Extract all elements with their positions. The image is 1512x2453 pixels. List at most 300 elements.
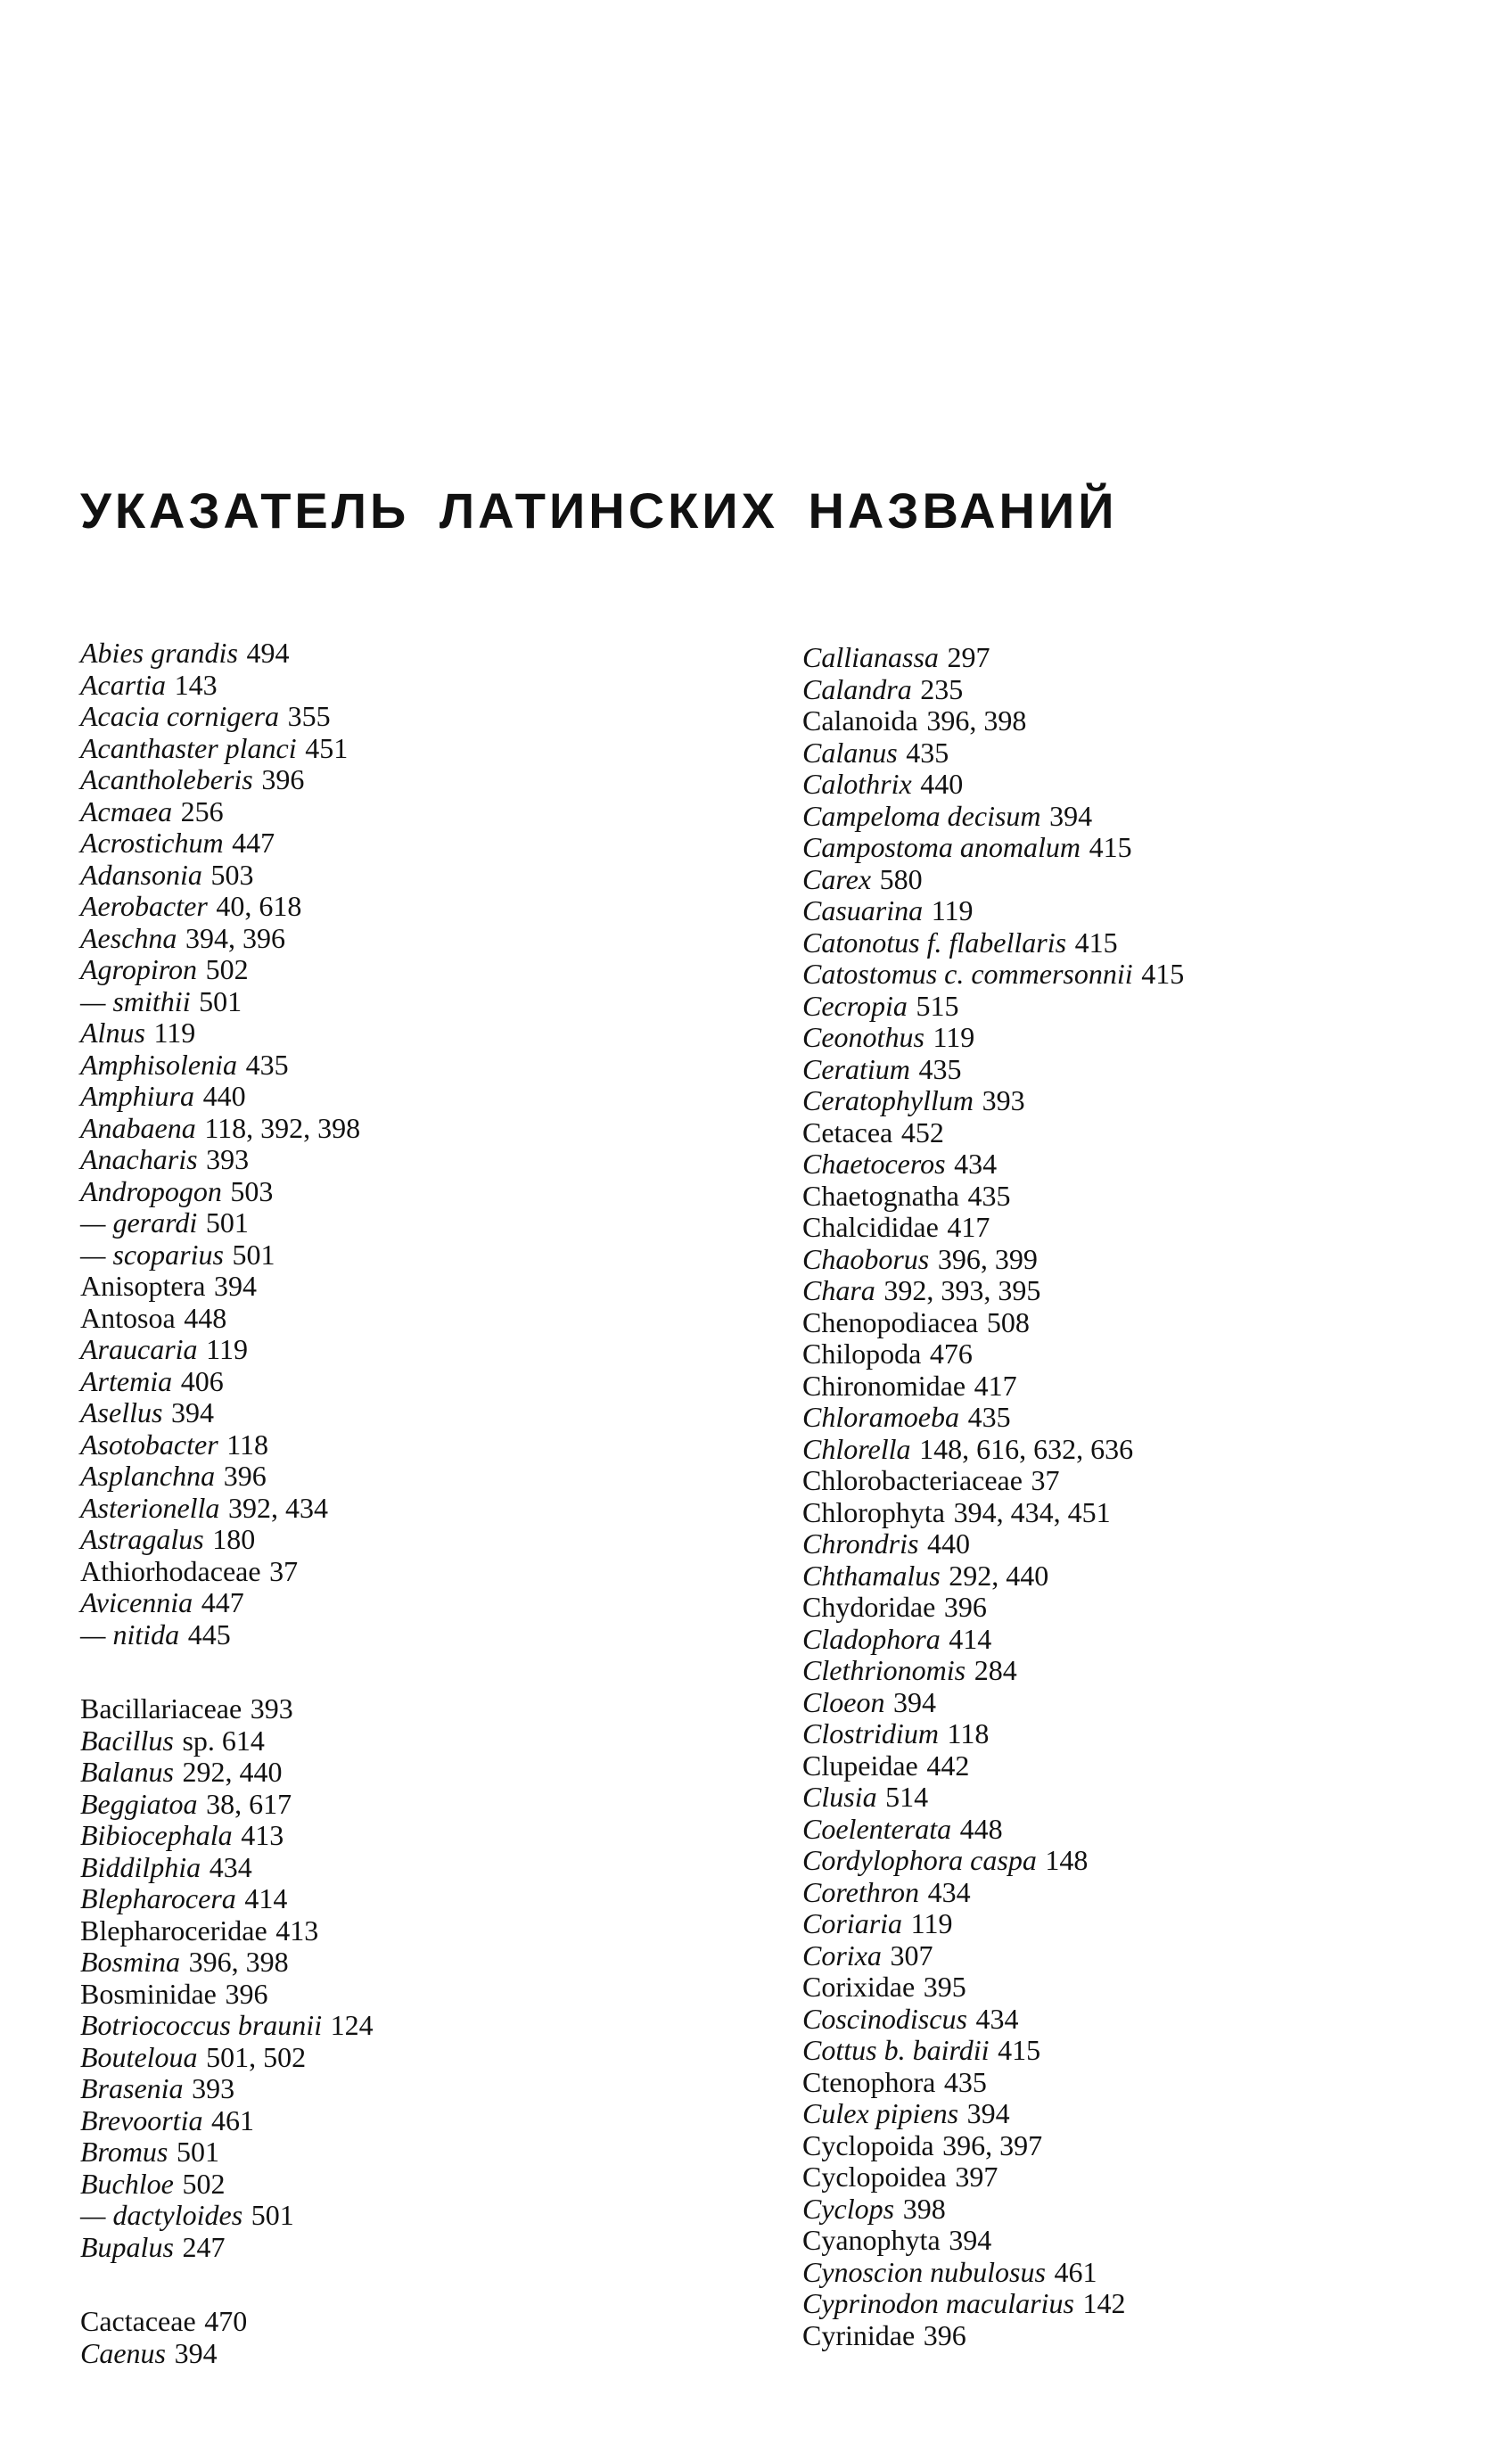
entry-name: Acmaea (80, 794, 173, 827)
index-entry (802, 927, 1184, 959)
index-entry (80, 1947, 374, 1979)
index-entry (80, 986, 374, 1018)
index-entry (802, 959, 1184, 991)
entry-pages: 394 (966, 2097, 1010, 2129)
entry-name: — nitida (80, 1617, 180, 1650)
index-entry (80, 733, 374, 765)
entry-pages: 461 (211, 2103, 255, 2136)
entry-name: Coriaria (802, 1907, 903, 1939)
index-group (802, 642, 1184, 2351)
entry-name: Asellus (80, 1396, 163, 1428)
index-entry (802, 705, 1184, 737)
index-entry (802, 1750, 1184, 1782)
entry-pages: 119 (206, 1333, 248, 1365)
entry-pages: 494 (246, 637, 290, 669)
entry-name: Ceratium (802, 1052, 910, 1085)
index-entry (80, 860, 374, 892)
index-entry (802, 1181, 1184, 1213)
entry-name: Botriococcus braunii (80, 2009, 323, 2041)
entry-name: Agropiron (80, 953, 197, 985)
entry-name: Carex (802, 862, 872, 895)
entry-name: Chilopoda (802, 1338, 922, 1370)
entry-pages: 501 (176, 2136, 219, 2168)
entry-name: Amphiura (80, 1080, 194, 1112)
entry-name: Blepharoceridae (80, 1914, 267, 1947)
entry-name: Cyclopoida (802, 2128, 934, 2161)
entry-pages: 434 (927, 1875, 971, 1908)
index-entry (80, 1820, 374, 1852)
index-entry (80, 1271, 374, 1303)
entry-pages: sp. 614 (182, 1724, 265, 1757)
index-entry (802, 1465, 1184, 1497)
entry-pages: 307 (890, 1939, 933, 1971)
entry-name: Calanus (802, 736, 898, 769)
index-entry (80, 1017, 374, 1050)
index-entry (802, 1845, 1184, 1877)
entry-pages: 508 (986, 1305, 1030, 1338)
entry-name: Coscinodiscus (802, 2002, 967, 2035)
entry-pages: 143 (174, 668, 218, 701)
index-entry (802, 769, 1184, 801)
entry-pages: 501, 502 (206, 2040, 307, 2073)
index-entry (802, 1244, 1184, 1276)
entry-name: — gerardi (80, 1206, 198, 1239)
entry-name: Chara (802, 1274, 875, 1306)
index-entry (802, 2098, 1184, 2130)
entry-pages: 148 (1045, 1844, 1089, 1876)
entry-pages: 415 (998, 2034, 1041, 2066)
entry-pages: 515 (916, 989, 959, 1022)
entry-pages: 501 (199, 984, 242, 1017)
index-entry (80, 670, 374, 702)
entry-name: Calandra (802, 672, 912, 705)
entry-name: Andropogon (80, 1174, 222, 1207)
entry-name: Blepharocera (80, 1882, 236, 1914)
entry-name: Cynoscion nubulosus (802, 2255, 1046, 2288)
index-entry (80, 1461, 374, 1493)
entry-pages: 37 (269, 1554, 299, 1587)
entry-name: Chenopodiacea (802, 1305, 979, 1338)
entry-name: Chthamalus (802, 1559, 941, 1592)
entry-name: Acacia cornigera (80, 700, 280, 732)
entry-pages: 256 (180, 794, 224, 827)
entry-name: Bupalus (80, 2230, 174, 2263)
index-entry (80, 1852, 374, 1884)
index-entry (802, 1307, 1184, 1339)
entry-name: Clupeidae (802, 1749, 918, 1782)
index-entry (80, 1334, 374, 1366)
entry-pages: 580 (879, 862, 923, 895)
entry-pages: 396 (923, 2318, 966, 2351)
entry-name: Chironomidae (802, 1369, 966, 1402)
index-entry (80, 1757, 374, 1789)
entry-pages: 415 (1141, 958, 1185, 990)
entry-pages: 503 (210, 858, 254, 891)
entry-name: Cyclops (802, 2192, 895, 2225)
entry-pages: 284 (974, 1654, 1017, 1686)
entry-name: Antosoa (80, 1301, 176, 1334)
index-entry (80, 796, 374, 828)
index-entry (80, 1556, 374, 1588)
entry-name: Brevoortia (80, 2103, 203, 2136)
entry-name: Culex pipiens (802, 2097, 959, 2129)
entry-pages: 502 (182, 2167, 226, 2200)
index-entry (80, 1050, 374, 1082)
entry-name: Artemia (80, 1364, 173, 1397)
index-entry (80, 2136, 374, 2169)
index-entry (80, 1429, 374, 1461)
entry-name: Acrostichum (80, 827, 224, 859)
entry-pages: 394 (174, 2336, 218, 2369)
entry-pages: 415 (1074, 926, 1118, 959)
entry-name: Asplanchna (80, 1460, 216, 1492)
index-entry (802, 1560, 1184, 1593)
entry-name: Aerobacter (80, 890, 208, 922)
index-entry (80, 638, 374, 670)
entry-pages: 396 (225, 1977, 268, 2010)
entry-name: Bacillariaceae (80, 1692, 242, 1725)
entry-name: Acartia (80, 668, 166, 701)
index-entry (80, 1113, 374, 1145)
index-entry (80, 2042, 374, 2074)
entry-pages: 452 (900, 1115, 944, 1148)
index-entry (80, 2200, 374, 2232)
entry-name: Casuarina (802, 894, 924, 926)
entry-name: Cyanophyta (802, 2224, 941, 2256)
index-entry (80, 1587, 374, 1619)
entry-name: Araucaria (80, 1333, 198, 1365)
entry-pages: 392, 434 (228, 1491, 329, 1524)
index-entry (802, 801, 1184, 833)
index-entry (80, 1303, 374, 1335)
entry-pages: 118, 392, 398 (204, 1111, 361, 1144)
entry-pages: 396, 397 (942, 2128, 1043, 2161)
entry-name: Chaoborus (802, 1242, 930, 1275)
entry-pages: 445 (187, 1617, 231, 1650)
entry-name: Anisoptera (80, 1270, 206, 1302)
index-entry (802, 1687, 1184, 1719)
entry-name: Biddilphia (80, 1850, 201, 1883)
entry-pages: 502 (205, 953, 249, 985)
entry-name: Catonotus f. flabellaris (802, 926, 1067, 959)
entry-pages: 118 (226, 1428, 269, 1461)
entry-name: Calothrix (802, 768, 912, 800)
index-entry (80, 764, 374, 796)
entry-pages: 435 (918, 1052, 962, 1085)
index-entry (80, 1524, 374, 1556)
index-entry (802, 2225, 1184, 2257)
entry-pages: 447 (201, 1586, 244, 1618)
entry-pages: 396 (261, 763, 305, 795)
entry-pages: 435 (906, 736, 949, 769)
entry-pages: 417 (947, 1211, 990, 1243)
entry-pages: 247 (182, 2230, 226, 2263)
entry-name: Bosminidae (80, 1977, 217, 2010)
entry-pages: 394 (1049, 799, 1093, 832)
entry-pages: 292, 440 (182, 1756, 283, 1788)
index-entry (802, 1908, 1184, 1940)
index-entry (802, 2257, 1184, 2289)
entry-pages: 434 (209, 1850, 252, 1883)
index-entry (80, 1725, 374, 1757)
entry-name: Bacillus (80, 1724, 174, 1757)
entry-name: Aeschna (80, 921, 177, 954)
entry-name: Acanthaster planci (80, 731, 297, 764)
entry-name: Cyclopoidea (802, 2161, 947, 2193)
entry-pages: 394, 434, 451 (953, 1495, 1111, 1528)
index-entry (80, 2338, 374, 2370)
index-entry (802, 1117, 1184, 1149)
entry-name: Clusia (802, 1781, 877, 1813)
entry-name: Chlorophyta (802, 1495, 945, 1528)
entry-pages: 461 (1054, 2255, 1097, 2288)
index-entry (802, 864, 1184, 896)
entry-pages: 514 (885, 1781, 929, 1813)
entry-pages: 392, 393, 395 (883, 1274, 1041, 1306)
entry-pages: 394 (214, 1270, 257, 1302)
entry-name: Corixidae (802, 1971, 916, 2003)
entry-pages: 413 (275, 1914, 319, 1947)
index-entry (802, 1814, 1184, 1846)
entry-pages: 119 (931, 894, 974, 926)
index-entry (80, 1144, 374, 1176)
entry-pages: 396, 399 (937, 1242, 1038, 1275)
entry-pages: 148, 616, 632, 636 (919, 1432, 1134, 1465)
entry-pages: 394 (893, 1685, 937, 1718)
entry-name: Cyprinodon macularius (802, 2287, 1074, 2319)
entry-name: Clostridium (802, 1717, 939, 1749)
entry-name: — smithii (80, 984, 191, 1017)
index-entry (802, 1592, 1184, 1624)
entry-name: Bromus (80, 2136, 168, 2168)
index-entry (802, 1434, 1184, 1466)
index-entry (80, 891, 374, 923)
entry-name: Astragalus (80, 1523, 204, 1555)
entry-pages: 119 (933, 1021, 975, 1053)
entry-name: Chlorella (802, 1432, 911, 1465)
index-entry (802, 1275, 1184, 1307)
index-entry (80, 2010, 374, 2042)
entry-name: Calanoida (802, 704, 918, 737)
index-entry (80, 827, 374, 860)
entry-pages: 442 (926, 1749, 970, 1782)
entry-name: Abies grandis (80, 637, 238, 669)
entry-name: Cyrinidae (802, 2318, 916, 2351)
index-entry (802, 1402, 1184, 1434)
entry-name: Chloramoeba (802, 1401, 959, 1433)
entry-pages: 119 (153, 1017, 196, 1049)
index-entry (802, 737, 1184, 770)
entry-pages: 118 (947, 1717, 990, 1749)
entry-name: Catostomus c. commersonnii (802, 958, 1133, 990)
index-entry (80, 1207, 374, 1239)
entry-pages: 292, 440 (949, 1559, 1049, 1592)
index-entry (802, 895, 1184, 927)
entry-name: Chrondris (802, 1527, 919, 1560)
entry-name: Clethrionomis (802, 1654, 966, 1686)
index-entry (802, 1338, 1184, 1371)
entry-pages: 396 (943, 1591, 987, 1623)
index-group (80, 638, 374, 1650)
entry-name: Alnus (80, 1017, 145, 1049)
index-entry (802, 2320, 1184, 2352)
index-entry (80, 1619, 374, 1651)
entry-pages: 435 (967, 1401, 1011, 1433)
entry-pages: 406 (180, 1364, 224, 1397)
entry-pages: 393 (192, 2072, 235, 2104)
entry-pages: 396, 398 (926, 704, 1027, 737)
entry-name: Anacharis (80, 1143, 198, 1175)
index-entry (802, 2194, 1184, 2226)
entry-name: Bibiocephala (80, 1819, 233, 1851)
entry-pages: 470 (204, 2305, 248, 2337)
index-entry (80, 2105, 374, 2137)
index-entry (802, 1877, 1184, 1909)
entry-name: Ctenophora (802, 2065, 936, 2098)
entry-pages: 503 (230, 1174, 274, 1207)
index-entry (80, 1693, 374, 1725)
entry-name: Corethron (802, 1875, 919, 1908)
entry-name: Balanus (80, 1756, 174, 1788)
index-entry (80, 2073, 374, 2105)
index-entry (802, 1371, 1184, 1403)
index-entry (802, 1497, 1184, 1529)
entry-pages: 180 (212, 1523, 256, 1555)
entry-name: Cactaceae (80, 2305, 196, 2337)
entry-pages: 435 (245, 1048, 289, 1081)
entry-pages: 434 (954, 1148, 998, 1180)
entry-pages: 414 (244, 1882, 288, 1914)
index-entry (802, 2288, 1184, 2320)
entry-name: Chydoridae (802, 1591, 936, 1623)
entry-name: Cladophora (802, 1622, 941, 1655)
index-entry (802, 1624, 1184, 1656)
index-entry (802, 674, 1184, 706)
entry-pages: 435 (943, 2065, 987, 2098)
entry-pages: 142 (1082, 2287, 1126, 2319)
index-entry (802, 1782, 1184, 1814)
entry-name: Brasenia (80, 2072, 184, 2104)
entry-pages: 440 (920, 768, 964, 800)
entry-name: Cordylophora caspa (802, 1844, 1037, 1876)
entry-pages: 297 (947, 641, 990, 673)
index-group (80, 2306, 374, 2369)
entry-name: Buchloe (80, 2167, 174, 2200)
page-title: УКАЗАТЕЛЬ ЛАТИНСКИХ НАЗВАНИЙ (80, 482, 1118, 539)
entry-name: Adansonia (80, 858, 202, 891)
index-entry (802, 1940, 1184, 1972)
index-entry (802, 1718, 1184, 1750)
index-entry (802, 832, 1184, 864)
entry-pages: 396, 398 (188, 1946, 289, 1978)
entry-pages: 37 (1031, 1464, 1060, 1496)
entry-pages: 413 (241, 1819, 284, 1851)
entry-pages: 448 (184, 1301, 227, 1334)
entry-name: Chlorobacteriaceae (802, 1464, 1023, 1496)
entry-pages: 394 (949, 2224, 992, 2256)
entry-name: Ceratophyllum (802, 1084, 974, 1116)
index-entry (802, 2161, 1184, 2194)
index-entry (80, 1789, 374, 1821)
entry-pages: 393 (250, 1692, 293, 1725)
index-entry (80, 1366, 374, 1398)
index-entry (802, 1971, 1184, 2004)
entry-name: Cetacea (802, 1115, 893, 1148)
index-entry (80, 923, 374, 955)
index-entry (802, 642, 1184, 674)
entry-name: Bouteloua (80, 2040, 198, 2073)
entry-name: Acantholeberis (80, 763, 253, 795)
entry-name: Ceonothus (802, 1021, 924, 1053)
entry-name: Chalcididae (802, 1211, 939, 1243)
index-entry (802, 1022, 1184, 1054)
entry-pages: 394, 396 (185, 921, 285, 954)
entry-pages: 38, 617 (206, 1787, 292, 1820)
entry-pages: 124 (330, 2009, 374, 2041)
index-entry (802, 2067, 1184, 2099)
entry-name: Callianassa (802, 641, 939, 673)
entry-name: Cecropia (802, 989, 908, 1022)
entry-pages: 394 (171, 1396, 215, 1428)
entry-name: Cloeon (802, 1685, 885, 1718)
entry-pages: 434 (975, 2002, 1019, 2035)
index-group (80, 1693, 374, 2263)
index-entry (80, 2232, 374, 2264)
entry-name: — scoparius (80, 1238, 224, 1271)
index-entry (802, 2004, 1184, 2036)
index-entry (80, 2306, 374, 2338)
entry-pages: 393 (982, 1084, 1025, 1116)
entry-name: Campostoma anomalum (802, 831, 1081, 863)
entry-name: Anabaena (80, 1111, 196, 1144)
entry-name: Chaetognatha (802, 1179, 959, 1212)
entry-pages: 415 (1089, 831, 1132, 863)
entry-pages: 501 (205, 1206, 249, 1239)
entry-pages: 397 (955, 2161, 998, 2193)
index-entry (802, 1212, 1184, 1244)
index-entry (802, 2130, 1184, 2162)
entry-pages: 40, 618 (216, 890, 302, 922)
entry-pages: 417 (974, 1369, 1017, 1402)
right-column (802, 642, 1184, 2351)
entry-name: Amphisolenia (80, 1048, 237, 1081)
entry-name: Bosmina (80, 1946, 180, 1978)
index-entry (802, 2035, 1184, 2067)
entry-pages: 119 (910, 1907, 953, 1939)
entry-pages: 396 (223, 1460, 267, 1492)
index-entry (80, 954, 374, 986)
entry-pages: 355 (287, 700, 331, 732)
entry-pages: 501 (232, 1238, 275, 1271)
entry-name: Campeloma decisum (802, 799, 1041, 832)
index-entry (802, 991, 1184, 1023)
entry-pages: 451 (305, 731, 349, 764)
entry-name: Chaetoceros (802, 1148, 946, 1180)
entry-name: Avicennia (80, 1586, 193, 1618)
index-entry (80, 701, 374, 733)
index-entry (802, 1054, 1184, 1086)
entry-pages: 393 (206, 1143, 250, 1175)
index-entry (80, 1915, 374, 1947)
entry-pages: 440 (202, 1080, 246, 1112)
entry-name: Beggiatoa (80, 1787, 198, 1820)
entry-pages: 501 (251, 2199, 294, 2231)
entry-pages: 448 (959, 1812, 1003, 1845)
entry-pages: 395 (923, 1971, 966, 2003)
index-entry (80, 1979, 374, 2011)
index-entry (802, 1528, 1184, 1560)
index-entry (80, 1081, 374, 1113)
